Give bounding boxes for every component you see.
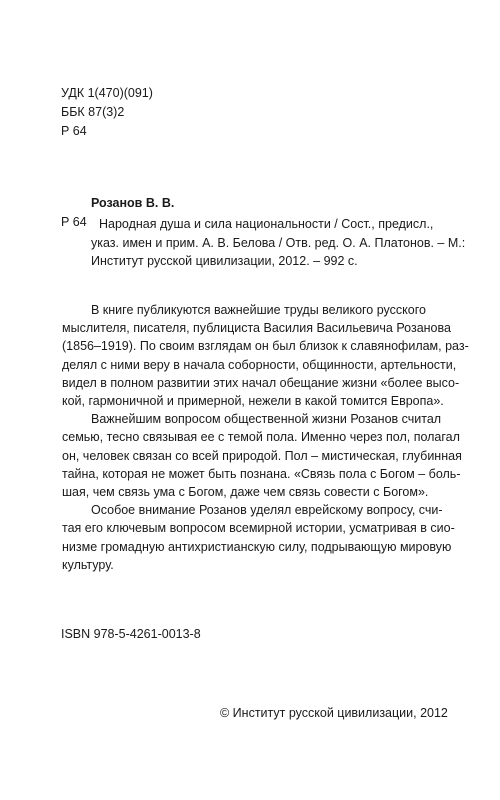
bbk-code: ББК 87(3)2 [61, 105, 125, 119]
biblio-line: указ. имен и прим. А. В. Белова / Отв. ред. О. А. Платонов. – М.: [91, 235, 466, 250]
isbn: ISBN 978-5-4261-0013-8 [61, 627, 201, 641]
annotation-line: он, человек связан со всей природой. Пол – мистическая, глубинная [62, 448, 462, 463]
annotation-line: шая, чем связь ума с Богом, даже чем связь совести с Богом». [62, 485, 429, 500]
annotation-line: кой, гармоничной и примерной, нежели в какой томится Европа». [62, 394, 444, 409]
annotation-line: мыслителя, писателя, публициста Василия Васильевича Розанова [62, 321, 451, 336]
author-name: Розанов В. В. [91, 196, 175, 210]
annotation-line: культуру. [62, 557, 114, 572]
annotation-line: (1856–1919). По своим взглядам он был близок к славянофилам, раз- [62, 339, 469, 354]
entry-author-mark: Р 64 [61, 215, 87, 229]
annotation-line: Важнейшим вопросом общественной жизни Розанов считал [91, 412, 442, 427]
annotation-line: Особое внимание Розанов уделял еврейскому вопросу, счи- [91, 503, 443, 518]
annotation-line: семью, тесно связывая ее с темой пола. Именно через пол, полагал [62, 430, 460, 445]
annotation [62, 301, 469, 574]
annotation-line: делял с ними веру в начала соборности, общинности, артельности, [62, 357, 457, 372]
biblio-line: Институт русской цивилизации, 2012. – 992 с. [91, 254, 358, 268]
copyright-notice: © Институт русской цивилизации, 2012 [220, 706, 448, 720]
annotation-line: тайна, которая не может быть познана. «Связь пола с Богом – боль- [62, 466, 461, 481]
annotation-line: низме громадную антихристианскую силу, подрывающую мировую [62, 539, 452, 554]
biblio-line: Народная душа и сила национальности / Сост., предисл., [99, 217, 434, 231]
classification-block [61, 84, 153, 141]
bibliographic-description [91, 215, 466, 271]
annotation-line: видел в полном развитии этих начал обещание жизни «более высо- [62, 375, 460, 390]
annotation-line: тая его ключевым вопросом всемирной истории, усматривая в сио- [62, 521, 455, 536]
udk-code: УДК 1(470)(091) [61, 86, 153, 100]
author-mark: Р 64 [61, 124, 87, 138]
annotation-line: В книге публикуются важнейшие труды великого русского [91, 303, 426, 317]
